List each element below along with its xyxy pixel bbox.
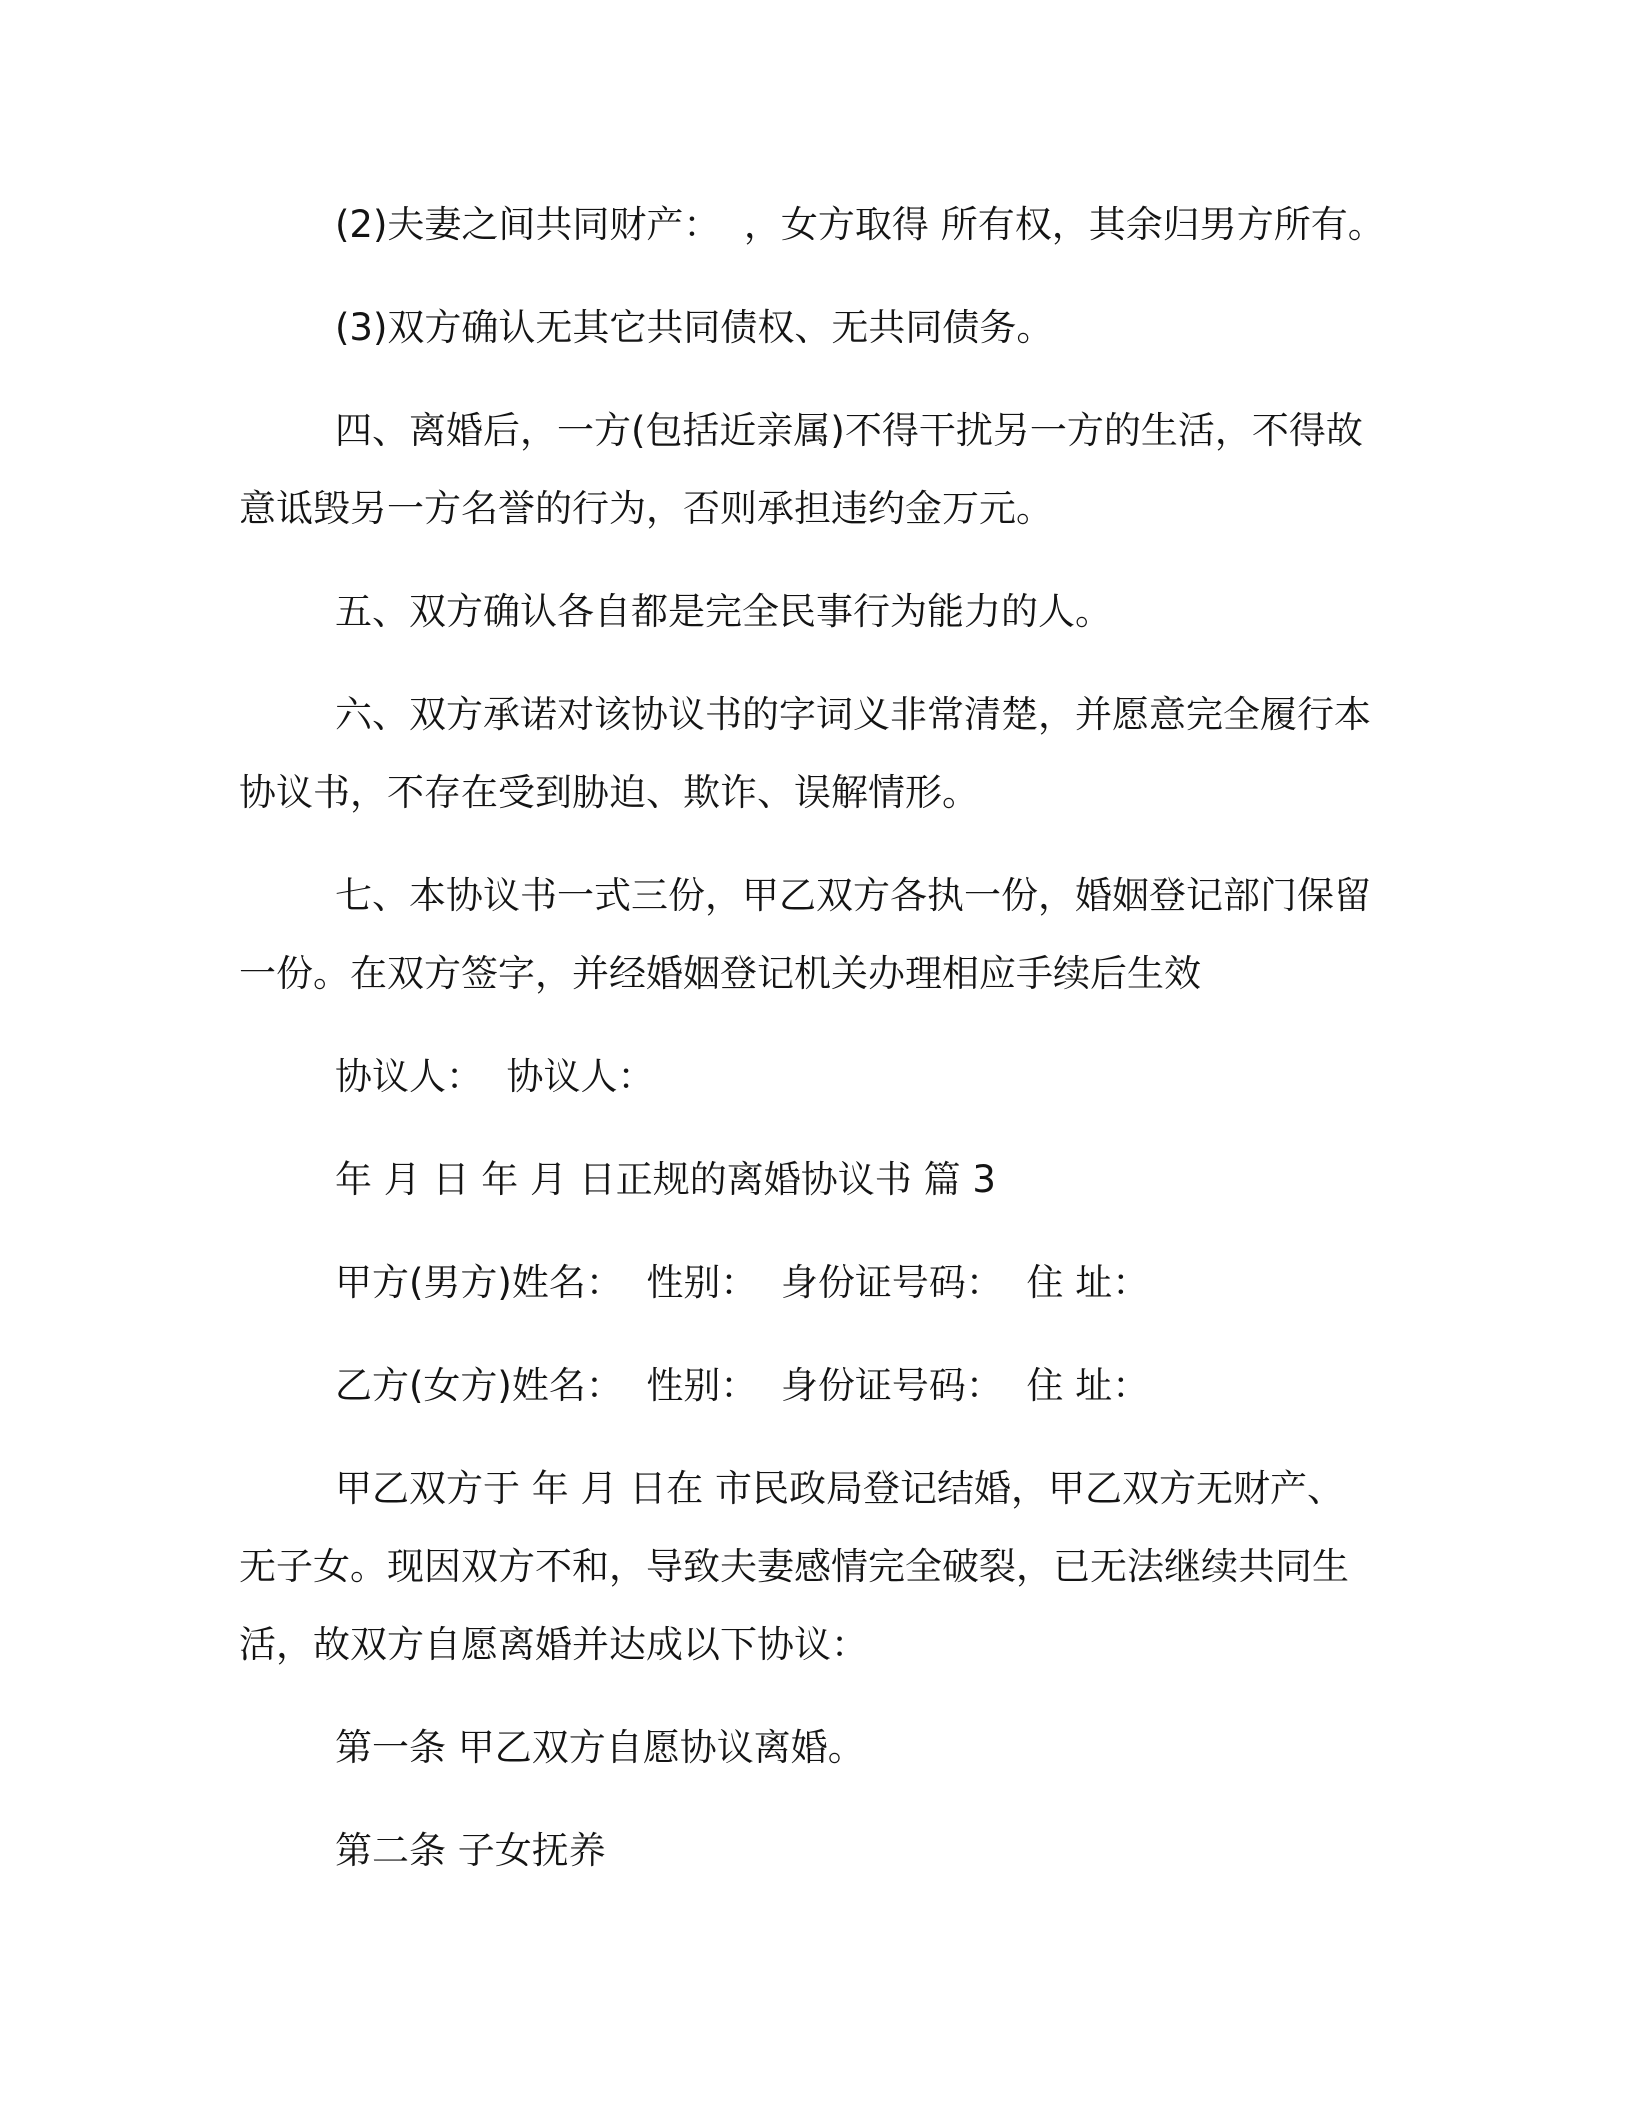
paragraph-clause-six: 六、双方承诺对该协议书的字词义非常清楚，并愿意完全履行本协议书，不存在受到胁迫、欺诈、误解情形。: [239, 693, 1371, 814]
paragraph-clause-five: 五、双方确认各自都是完全民事行为能力的人。: [335, 590, 1112, 633]
paragraph-clause-four: 四、离婚后，一方(包括近亲属)不得干扰另一方的生活，不得故意诋毁另一方名誉的行为，否则承担违约金万元。: [239, 409, 1363, 530]
paragraph-no-debts: (3)双方确认无其它共同债权、无共同债务。: [335, 306, 1054, 349]
paragraph-clause-seven: 七、本协议书一式三份，甲乙双方各执一份，婚姻登记部门保留一份。在双方签字，并经婚姻登记机关办理相应手续后生效: [239, 874, 1371, 995]
paragraph-party-b-info: 乙方(女方)姓名： 性别： 身份证号码： 住 址：: [335, 1364, 1150, 1407]
paragraph-date-and-heading: 年 月 日 年 月 日正规的离婚协议书 篇 3: [335, 1158, 996, 1201]
paragraph-signatories: 协议人： 协议人：: [335, 1055, 655, 1098]
paragraph-joint-property: (2)夫妻之间共同财产： ，女方取得 所有权，其余归男方所有。: [335, 203, 1385, 246]
paragraph-article-two: 第二条 子女抚养: [335, 1829, 606, 1872]
paragraph-article-one: 第一条 甲乙双方自愿协议离婚。: [335, 1726, 865, 1769]
document-body: [239, 186, 1385, 1915]
paragraph-preamble: 甲乙双方于 年 月 日在 市民政局登记结婚，甲乙双方无财产、无子女。现因双方不和，导致夫妻感情完全破裂，已无法继续共同生活，故双方自愿离婚并达成以下协议：: [239, 1467, 1349, 1666]
paragraph-party-a-info: 甲方(男方)姓名： 性别： 身份证号码： 住 址：: [335, 1261, 1150, 1304]
